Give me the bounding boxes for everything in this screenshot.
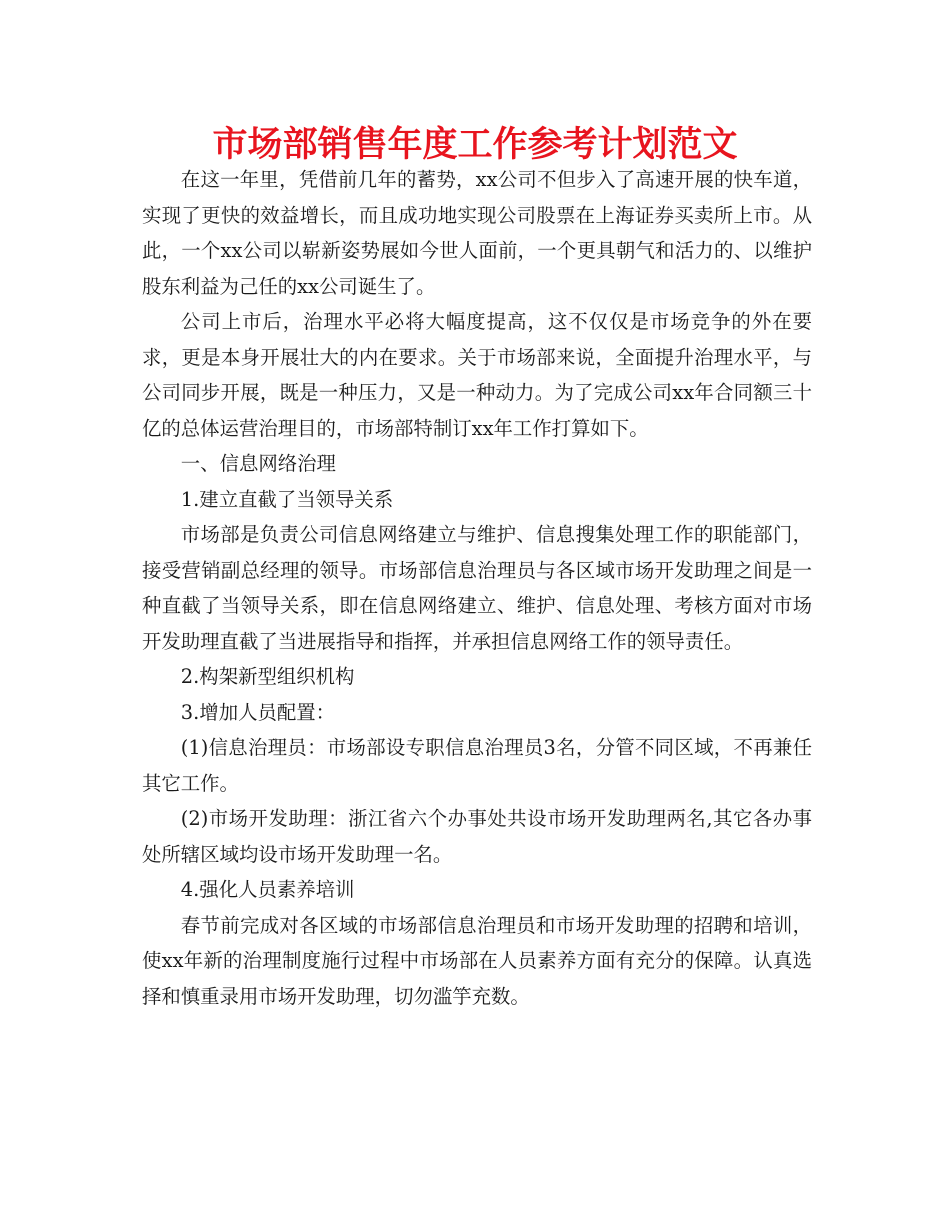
subheading-new-organization: 2.构架新型组织机构 [180, 665, 355, 688]
paragraph-training: 春节前完成对各区域的市场部信息治理员和市场开发助理的招聘和培训，使xx年新的治理制度施行过程中市场部在人员素养方面有充分的保障。认真选择和慎重录用市场开发助理，切勿滥竽充数。 [142, 913, 812, 1008]
paragraph-listing: 公司上市后，治理水平必将大幅度提高，这不仅仅是市场竞争的外在要求，更是本身开展壮大的内在要求。关于市场部来说，全面提升治理水平，与公司同步开展，既是一种压力，又是一种动力。为了完成公司xx年合同额三十亿的总体运营治理目的，市场部特制订xx年工作打算如下。 [142, 310, 812, 440]
list-item-info-manager: (1)信息治理员：市场部设专职信息治理员3名，分管不同区域，不再兼任其它工作。 [142, 736, 812, 795]
subheading-direct-leadership: 1.建立直截了当领导关系 [180, 487, 394, 511]
list-item-market-assistant: (2)市场开发助理：浙江省六个办事处共设市场开发助理两名,其它各办事处所辖区域均设市场开发助理一名。 [142, 807, 812, 866]
document-body [142, 162, 812, 1014]
section-heading-info-network: 一、信息网络治理 [180, 452, 336, 475]
paragraph-market-dept-role: 市场部是负责公司信息网络建立与维护、信息搜集处理工作的职能部门，接受营销副总经理的领导。市场部信息治理员与各区域市场开发助理之间是一种直截了当领导关系，即在信息网络建立、维护、信息处理、考核方面对市场开发助理直截了当进展指导和指挥，并承担信息网络工作的领导责任。 [142, 523, 812, 653]
document-title: 市场部销售年度工作参考计划范文 [212, 125, 738, 165]
paragraph-intro: 在这一年里，凭借前几年的蓄势，xx公司不但步入了高速开展的快车道，实现了更快的效益增长，而且成功地实现公司股票在上海证券买卖所上市。从此，一个xx公司以崭新姿势展如今世人面前，一个更具朝气和活力的、以维护股东利益为己任的xx公司诞生了。 [142, 168, 812, 298]
subheading-staffing: 3.增加人员配置： [180, 700, 336, 724]
subheading-training: 4.强化人员素养培训 [180, 878, 355, 901]
